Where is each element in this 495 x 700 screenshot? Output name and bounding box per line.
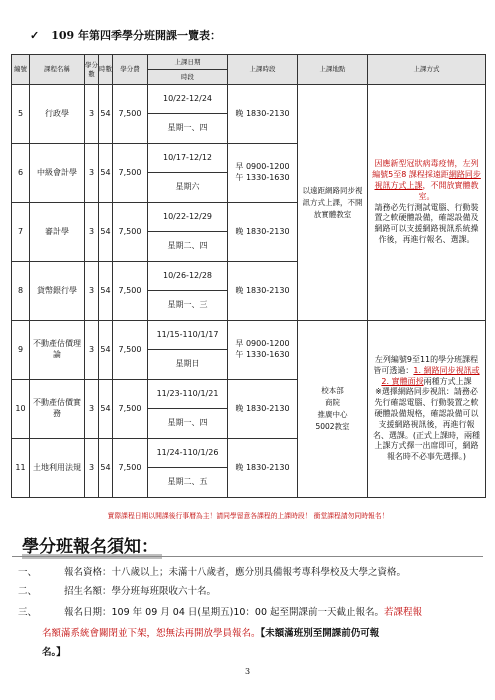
course-no: 8 [12, 262, 30, 321]
course-day: 星期日 [148, 350, 228, 380]
divider [12, 556, 483, 557]
th-credit: 學分數 [85, 55, 99, 85]
place-remote: 以遠距網路同步視訊方式上課，不開放實體教室 [298, 85, 368, 321]
course-hours: 54 [99, 262, 113, 321]
course-name: 不動產估價實務 [30, 380, 85, 439]
item-bracket-note: 【未額滿班別至開課前仍可報 [260, 628, 380, 639]
th-mode: 上課方式 [368, 55, 486, 85]
notice-item-3 [18, 604, 422, 618]
item-number: 一、 [18, 567, 38, 578]
course-name: 審計學 [30, 203, 85, 262]
th-fee: 學分費 [113, 55, 148, 85]
table-row [12, 321, 486, 350]
course-day: 星期一、四 [148, 409, 228, 439]
item-text: 報名日期：109 年 09 月 04 日(星期五)10：00 起至開課前一天截止報名。 [64, 607, 385, 618]
mode-hybrid-option1: 1. 網路同步視訊或 [413, 365, 480, 375]
course-no: 7 [12, 203, 30, 262]
notice-banner: 實際課程日期以開課後行事曆為主！請同學留意各課程的上課時段！ 衝堂課程請勿同時報名！ [107, 512, 389, 520]
item-warning: 若課程報 [384, 607, 423, 618]
course-no: 6 [12, 144, 30, 203]
course-fee: 7,500 [113, 85, 148, 144]
th-no: 編號 [12, 55, 30, 85]
item-text: 報名資格：十八歲以上；未滿十八歲者，應分別具備報考專科學校及大學之資格。 [64, 567, 407, 578]
course-credit: 3 [85, 85, 99, 144]
course-time: 晚 1830-2130 [228, 85, 298, 144]
notice-item-3-end: 名。】 [42, 647, 66, 658]
course-hours: 54 [99, 144, 113, 203]
course-hours: 54 [99, 439, 113, 498]
page-number: 3 [244, 667, 251, 676]
course-name: 行政學 [30, 85, 85, 144]
th-period: 時段 [148, 70, 228, 85]
notice-item-1 [18, 564, 406, 578]
course-date: 11/23-110/1/21 [148, 380, 228, 409]
course-table [11, 54, 486, 498]
course-date: 10/22-12/29 [148, 203, 228, 232]
th-name: 課程名稱 [30, 55, 85, 85]
course-time: 晚 1830-2130 [228, 380, 298, 439]
notice-item-3-cont [42, 625, 379, 639]
mode-hybrid-option2: 2. 實體面授 [381, 376, 424, 386]
course-day: 星期二、四 [148, 232, 228, 262]
course-hours: 54 [99, 203, 113, 262]
item-text: 招生名額：學分班每班限收六十名。 [64, 586, 217, 597]
course-time: 早 0900-1200 午 1330-1630 [228, 321, 298, 380]
mode-remote-note [368, 85, 486, 321]
notice-item-2 [18, 583, 216, 597]
check-icon: ✓ [30, 29, 40, 42]
course-fee: 7,500 [113, 144, 148, 203]
course-time: 晚 1830-2130 [228, 439, 298, 498]
course-table-body [12, 85, 486, 498]
course-date: 11/15-110/1/17 [148, 321, 228, 350]
item-number: 三、 [18, 607, 38, 618]
th-hours: 時數 [99, 55, 113, 85]
course-hours: 54 [99, 85, 113, 144]
mode-hybrid-suffix: 兩種方式上課 [423, 376, 472, 386]
course-fee: 7,500 [113, 439, 148, 498]
heading-title: 109 年第四季學分班開課一覽表： [51, 29, 222, 42]
section-title: 學分班報名須知： [22, 532, 158, 557]
mode-remote-underline: 網路同步視訊方式上課 [374, 170, 481, 190]
course-no: 5 [12, 85, 30, 144]
course-credit: 3 [85, 144, 99, 203]
th-place: 上課地點 [298, 55, 368, 85]
course-no: 11 [12, 439, 30, 498]
place-campus: 校本部 商院 推廣中心 5002教室 [298, 321, 368, 498]
course-day: 星期一、四 [148, 114, 228, 144]
course-date: 11/24-110/1/26 [148, 439, 228, 468]
course-name: 中級會計學 [30, 144, 85, 203]
course-hours: 54 [99, 321, 113, 380]
mode-remote-red-end: ，不開放實體教室。 [418, 180, 479, 201]
course-name: 不動產估價理論 [30, 321, 85, 380]
course-fee: 7,500 [113, 380, 148, 439]
th-date: 上課日期 [148, 55, 228, 70]
mode-hybrid-note [368, 321, 486, 498]
course-day: 星期二、五 [148, 468, 228, 498]
course-date: 10/26-12/28 [148, 262, 228, 291]
course-date: 10/17-12/12 [148, 144, 228, 173]
course-day: 星期一、三 [148, 291, 228, 321]
course-credit: 3 [85, 380, 99, 439]
course-credit: 3 [85, 439, 99, 498]
mode-remote-instructions: 請務必先行測試電腦、行動裝置之軟硬體設備，確認設備及網路可以支援網路視訊系統操作後，再進行報名、選課。 [374, 202, 479, 244]
course-day: 星期六 [148, 173, 228, 203]
course-credit: 3 [85, 262, 99, 321]
course-no: 10 [12, 380, 30, 439]
item-warning-cont: 名額滿系統會關閉並下架，恕無法再開放學員報名。 [42, 628, 261, 639]
mode-hybrid-instructions: ※選擇網路同步視訊：請務必先行確認電腦、行動裝置之軟硬體設備規格，確認設備可以支援網路視訊後，再進行報名、選課。(正式上課時，兩種上課方式擇一出席即可，網路報名時不必事先選擇。) [372, 387, 481, 462]
mode-remote-red: 因應新型冠狀病毒疫情，左列編號5至8 課程採遠距 [372, 159, 479, 180]
course-hours: 54 [99, 380, 113, 439]
course-fee: 7,500 [113, 262, 148, 321]
course-time: 晚 1830-2130 [228, 203, 298, 262]
course-date: 10/22-12/24 [148, 85, 228, 114]
schedule-heading [30, 27, 221, 43]
course-fee: 7,500 [113, 321, 148, 380]
item-number: 二、 [18, 586, 38, 597]
course-no: 9 [12, 321, 30, 380]
table-row [12, 85, 486, 114]
course-time: 早 0900-1200 午 1330-1630 [228, 144, 298, 203]
mode-hybrid-intro: 左列編號9至11的學分班課程皆可透過： [373, 355, 479, 375]
course-credit: 3 [85, 203, 99, 262]
th-time: 上課時段 [228, 55, 298, 85]
course-credit: 3 [85, 321, 99, 380]
course-name: 土地利用法規 [30, 439, 85, 498]
course-fee: 7,500 [113, 203, 148, 262]
course-name: 貨幣銀行學 [30, 262, 85, 321]
course-time: 晚 1830-2130 [228, 262, 298, 321]
